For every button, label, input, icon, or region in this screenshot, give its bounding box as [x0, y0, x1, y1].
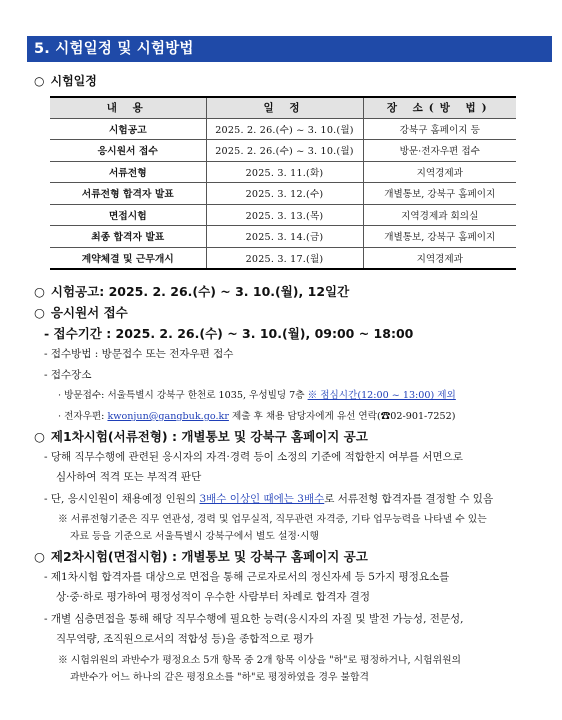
row-place: 방문·전자우편 접수 [363, 140, 516, 162]
visit-address: · 방문접수: 서울특별시 강북구 한천로 1035, 우성빌딩 7층 ※ 점심시간(12:00 ~ 13:00) 제외 [58, 390, 456, 401]
row-place: 개별통보, 강북구 홈페이지 [363, 226, 516, 248]
round2-desc-2: 상·중·하로 평가하여 평정성적이 우수한 사람부터 차례로 합격자 결정 [56, 591, 371, 603]
schedule-table [50, 96, 516, 270]
row-schedule: 2025. 3. 13.(목) [206, 204, 363, 226]
row-place: 지역경제과 회의실 [363, 204, 516, 226]
round1-heading: ○ 제1차시험(서류전형) : 개별통보 및 강북구 홈페이지 공고 [34, 429, 368, 444]
row-content: 응시원서 접수 [50, 140, 206, 162]
row-content: 최종 합격자 발표 [50, 226, 206, 248]
apply-period: - 접수기간 : 2025. 2. 26.(수) ~ 3. 10.(월), 09:00 ~ 18:00 [44, 326, 414, 341]
row-content: 계약체결 및 근무개시 [50, 247, 206, 269]
table-row [50, 204, 516, 226]
row-schedule: 2025. 3. 12.(수) [206, 183, 363, 205]
apply-method: - 접수방법 : 방문접수 또는 전자우편 접수 [44, 348, 234, 360]
row-content: 시험공고 [50, 118, 206, 140]
schedule-heading: ○ 시험일정 [34, 74, 97, 88]
section-title: 5. 시험일정 및 시험방법 [27, 36, 552, 62]
table-row [50, 118, 516, 140]
round2-note-1: ※ 시험위원의 과반수가 평정요소 5개 항목 중 2개 항목 이상을 "하"로 평정하거나, 시험위원의 [58, 655, 461, 666]
row-schedule: 2025. 2. 26.(수) ~ 3. 10.(월) [206, 140, 363, 162]
row-schedule: 2025. 3. 17.(월) [206, 247, 363, 269]
row-schedule: 2025. 3. 11.(화) [206, 161, 363, 183]
table-row [50, 161, 516, 183]
round2-note-2: 과반수가 어느 하나의 같은 평정요소를 "하"로 평정하였을 경우 불합격 [70, 672, 369, 683]
col-header-place: 장 소(방 법) [363, 97, 516, 118]
row-schedule: 2025. 3. 14.(금) [206, 226, 363, 248]
table-row [50, 183, 516, 205]
row-place: 지역경제과 [363, 247, 516, 269]
round1-desc-3: - 단, 응시인원이 채용예정 인원의 3배수 이상인 때에는 3배수로 서류전형 합격자를 결정할 수 있음 [44, 493, 494, 505]
apply-place: - 접수장소 [44, 369, 92, 381]
row-content: 서류전형 합격자 발표 [50, 183, 206, 205]
circle-bullet: ○ [34, 74, 45, 88]
round1-desc-1: - 당해 직무수행에 관련된 응시자의 자격·경력 등이 소정의 기준에 적합한지 여부를 서면으로 [44, 451, 463, 463]
col-header-schedule: 일 정 [206, 97, 363, 118]
row-place: 지역경제과 [363, 161, 516, 183]
email-link[interactable]: kwonjun@gangbuk.go.kr [107, 411, 229, 422]
apply-heading: ○ 응시원서 접수 [34, 305, 128, 320]
round2-heading: ○ 제2차시험(면접시험) : 개별통보 및 강북구 홈페이지 공고 [34, 549, 368, 564]
row-place: 강북구 홈페이지 등 [363, 118, 516, 140]
round1-note-1: ※ 서류전형기준은 직무 연관성, 경력 및 업무실적, 직무관련 자격증, 기타 업무능력을 나타낼 수 있는 [58, 514, 487, 525]
round2-desc-3: - 개별 심층면접을 통해 해당 직무수행에 필요한 능력(응시자의 자질 및 발전 가능성, 전문성, [44, 613, 464, 625]
table-row [50, 226, 516, 248]
row-content: 서류전형 [50, 161, 206, 183]
round1-note-2: 자료 등을 기준으로 서울특별시 강북구에서 별도 설정·시행 [70, 531, 319, 542]
round2-desc-1: - 제1차시험 합격자를 대상으로 면접을 통해 근로자로서의 정신자세 등 5가지 평정요소를 [44, 571, 450, 583]
row-place: 개별통보, 강북구 홈페이지 [363, 183, 516, 205]
table-row [50, 140, 516, 162]
table-header-row [50, 97, 516, 118]
round2-desc-4: 직무역량, 조직원으로서의 적합성 등)을 종합적으로 평가 [56, 633, 314, 645]
notice-line: ○ 시험공고: 2025. 2. 26.(수) ~ 3. 10.(월), 12일간 [34, 284, 350, 299]
col-header-content: 내 용 [50, 97, 206, 118]
row-content: 면접시험 [50, 204, 206, 226]
row-schedule: 2025. 2. 26.(수) ~ 3. 10.(월) [206, 118, 363, 140]
table-row [50, 247, 516, 269]
round1-desc-2: 심사하여 적격 또는 부적격 판단 [56, 471, 202, 483]
email-info: · 전자우편: kwonjun@gangbuk.go.kr 제출 후 채용 담당자에게 유선 연락(☎02-901-7252) [58, 411, 456, 422]
